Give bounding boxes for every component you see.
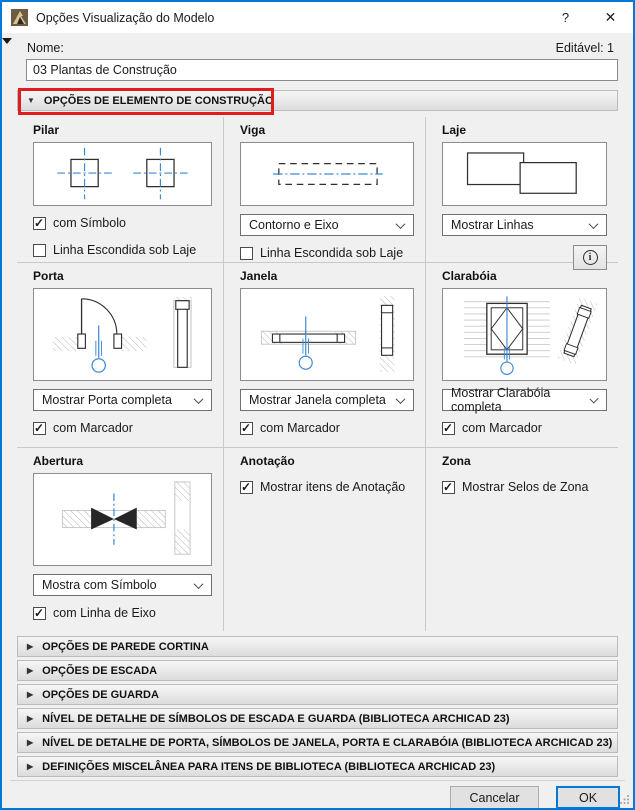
porta-preview xyxy=(33,288,212,381)
checkbox-label: com Marcador xyxy=(53,421,133,435)
panel-title: Laje xyxy=(442,123,467,137)
section-header-construction-elements[interactable] xyxy=(17,90,618,111)
panel-title: Abertura xyxy=(33,454,84,468)
chevron-collapsed-icon: ▶ xyxy=(27,665,34,675)
checkbox-com-marcador-porta[interactable] xyxy=(33,421,212,435)
collapsed-sections xyxy=(2,636,633,777)
panel-title: Zona xyxy=(442,454,471,468)
panel-title: Janela xyxy=(240,269,278,283)
pilar-preview xyxy=(33,142,212,206)
checkbox-checked-icon xyxy=(33,217,46,230)
checkbox-label: com Marcador xyxy=(462,421,542,435)
janela-preview xyxy=(240,288,414,381)
panel-zona xyxy=(426,448,618,631)
name-label: Nome: xyxy=(27,41,64,55)
checkbox-label: com Símbolo xyxy=(53,216,126,230)
cancel-button[interactable]: Cancelar xyxy=(450,786,539,809)
panel-janela xyxy=(224,263,426,448)
viga-preview xyxy=(240,142,414,206)
section-label: OPÇÕES DE GUARDA xyxy=(42,688,159,701)
section-label: DEFINIÇÕES MISCELÂNEA PARA ITENS DE BIBLIOTECA (BIBLIOTECA ARCHICAD 23) xyxy=(42,760,496,773)
chevron-expanded-icon: ▼ xyxy=(27,95,35,105)
panel-laje xyxy=(426,117,618,263)
skylight-symbol-drawing xyxy=(443,289,606,380)
section-header-guarda[interactable] xyxy=(17,684,618,705)
dropdown-value: Mostrar Janela completa xyxy=(249,393,386,407)
name-row xyxy=(27,41,614,55)
checkbox-label: Mostrar Selos de Zona xyxy=(462,480,589,494)
chevron-collapsed-icon: ▶ xyxy=(27,737,34,747)
checkbox-checked-icon xyxy=(33,422,46,435)
section-header-parede-cortina[interactable] xyxy=(17,636,618,657)
dropdown-value: Mostrar Clarabóia completa xyxy=(451,386,551,414)
chevron-down-icon xyxy=(396,394,406,404)
checkbox-mostrar-selos-zona[interactable] xyxy=(442,480,607,494)
chevron-down-icon xyxy=(589,219,599,229)
footer-divider xyxy=(10,780,625,781)
window-symbol-drawing xyxy=(241,289,413,380)
titlebar xyxy=(2,2,633,33)
slab-symbol-drawing xyxy=(443,143,606,205)
section-header-nivel-detalhe-escada-guarda[interactable] xyxy=(17,708,618,729)
panel-edge-arrow-icon[interactable] xyxy=(2,38,12,44)
checkbox-com-marcador-claraboia[interactable] xyxy=(442,421,607,435)
opening-symbol-drawing xyxy=(34,474,211,565)
chevron-collapsed-icon: ▶ xyxy=(27,689,34,699)
checkbox-checked-icon xyxy=(240,422,253,435)
panel-viga xyxy=(224,117,426,263)
checkbox-label: Linha Escondida sob Laje xyxy=(53,243,197,257)
checkbox-mostrar-itens-anotacao[interactable] xyxy=(240,480,414,494)
panel-pilar xyxy=(17,117,224,263)
section-header-nivel-detalhe-porta-janela[interactable] xyxy=(17,732,618,753)
checkbox-checked-icon xyxy=(442,422,455,435)
checkbox-unchecked-icon xyxy=(33,244,46,257)
resize-grip[interactable] xyxy=(619,794,630,805)
chevron-collapsed-icon: ▶ xyxy=(27,713,34,723)
panel-porta xyxy=(17,263,224,448)
dropdown-value: Mostrar Linhas xyxy=(451,218,534,232)
dropdown-value: Mostra com Símbolo xyxy=(42,578,157,592)
checkbox-com-linha-de-eixo[interactable] xyxy=(33,606,212,620)
section-label: OPÇÕES DE ELEMENTO DE CONSTRUÇÃO xyxy=(43,94,274,107)
laje-preview xyxy=(442,142,607,206)
checkbox-label: com Marcador xyxy=(260,421,340,435)
checkbox-label: Mostrar itens de Anotação xyxy=(260,480,406,494)
chevron-down-icon xyxy=(194,579,204,589)
section-header-definicoes-miscelanea[interactable] xyxy=(17,756,618,777)
close-button[interactable]: ✕ xyxy=(604,9,617,25)
chevron-down-icon xyxy=(396,219,406,229)
section-label: OPÇÕES DE PAREDE CORTINA xyxy=(42,640,209,653)
column-symbol-drawing xyxy=(34,143,211,205)
panel-abertura xyxy=(17,448,224,631)
section-label: NÍVEL DE DETALHE DE SÍMBOLOS DE ESCADA E GUARDA (BIBLIOTECA ARCHICAD 23) xyxy=(42,712,510,725)
panel-claraboia xyxy=(426,263,618,448)
chevron-down-icon xyxy=(194,394,204,404)
beam-symbol-drawing xyxy=(241,143,413,205)
abertura-preview xyxy=(33,473,212,566)
panel-title: Clarabóia xyxy=(442,269,497,283)
help-button[interactable]: ? xyxy=(561,10,570,25)
construction-options-grid xyxy=(17,117,618,631)
section-label: NÍVEL DE DETALHE DE PORTA, SÍMBOLOS DE JANELA, PORTA E CLARABÓIA (BIBLIOTECA ARCHICAD 23) xyxy=(42,736,613,749)
claraboia-display-dropdown[interactable] xyxy=(442,386,607,414)
section-label: OPÇÕES DE ESCADA xyxy=(42,664,158,677)
abertura-display-dropdown[interactable] xyxy=(33,574,212,596)
chevron-collapsed-icon: ▶ xyxy=(27,761,34,771)
checkbox-com-marcador-janela[interactable] xyxy=(240,421,414,435)
chevron-collapsed-icon: ▶ xyxy=(27,641,34,651)
checkbox-linha-escondida-pilar[interactable] xyxy=(33,243,212,257)
checkbox-checked-icon xyxy=(442,481,455,494)
checkbox-label: Linha Escondida sob Laje xyxy=(260,246,404,260)
janela-display-dropdown[interactable] xyxy=(240,389,414,411)
ok-button[interactable]: OK xyxy=(556,786,620,809)
door-symbol-drawing xyxy=(34,289,211,380)
checkbox-checked-icon xyxy=(240,481,253,494)
checkbox-label: com Linha de Eixo xyxy=(53,606,156,620)
panel-title: Pilar xyxy=(33,123,60,137)
panel-title: Viga xyxy=(240,123,266,137)
checkbox-com-simbolo[interactable] xyxy=(33,216,212,230)
panel-anotacao xyxy=(224,448,426,631)
info-icon: i xyxy=(583,250,598,265)
window-title: Opções Visualização do Modelo xyxy=(36,10,215,25)
editable-count-label: Editável: 1 xyxy=(555,41,614,55)
section-header-escada[interactable] xyxy=(17,660,618,681)
dropdown-value: Mostrar Porta completa xyxy=(42,393,172,407)
panel-title: Porta xyxy=(33,269,64,283)
checkbox-checked-icon xyxy=(33,607,46,620)
checkbox-unchecked-icon xyxy=(240,247,253,260)
laje-display-dropdown[interactable] xyxy=(442,214,607,236)
porta-display-dropdown[interactable] xyxy=(33,389,212,411)
viga-display-dropdown[interactable] xyxy=(240,214,414,236)
name-input[interactable] xyxy=(26,59,618,81)
footer xyxy=(2,786,620,809)
claraboia-preview xyxy=(442,288,607,381)
checkbox-linha-escondida-viga[interactable] xyxy=(240,246,414,260)
dropdown-value: Contorno e Eixo xyxy=(249,218,339,232)
panel-title: Anotação xyxy=(240,454,295,468)
archicad-logo-icon xyxy=(11,9,28,26)
